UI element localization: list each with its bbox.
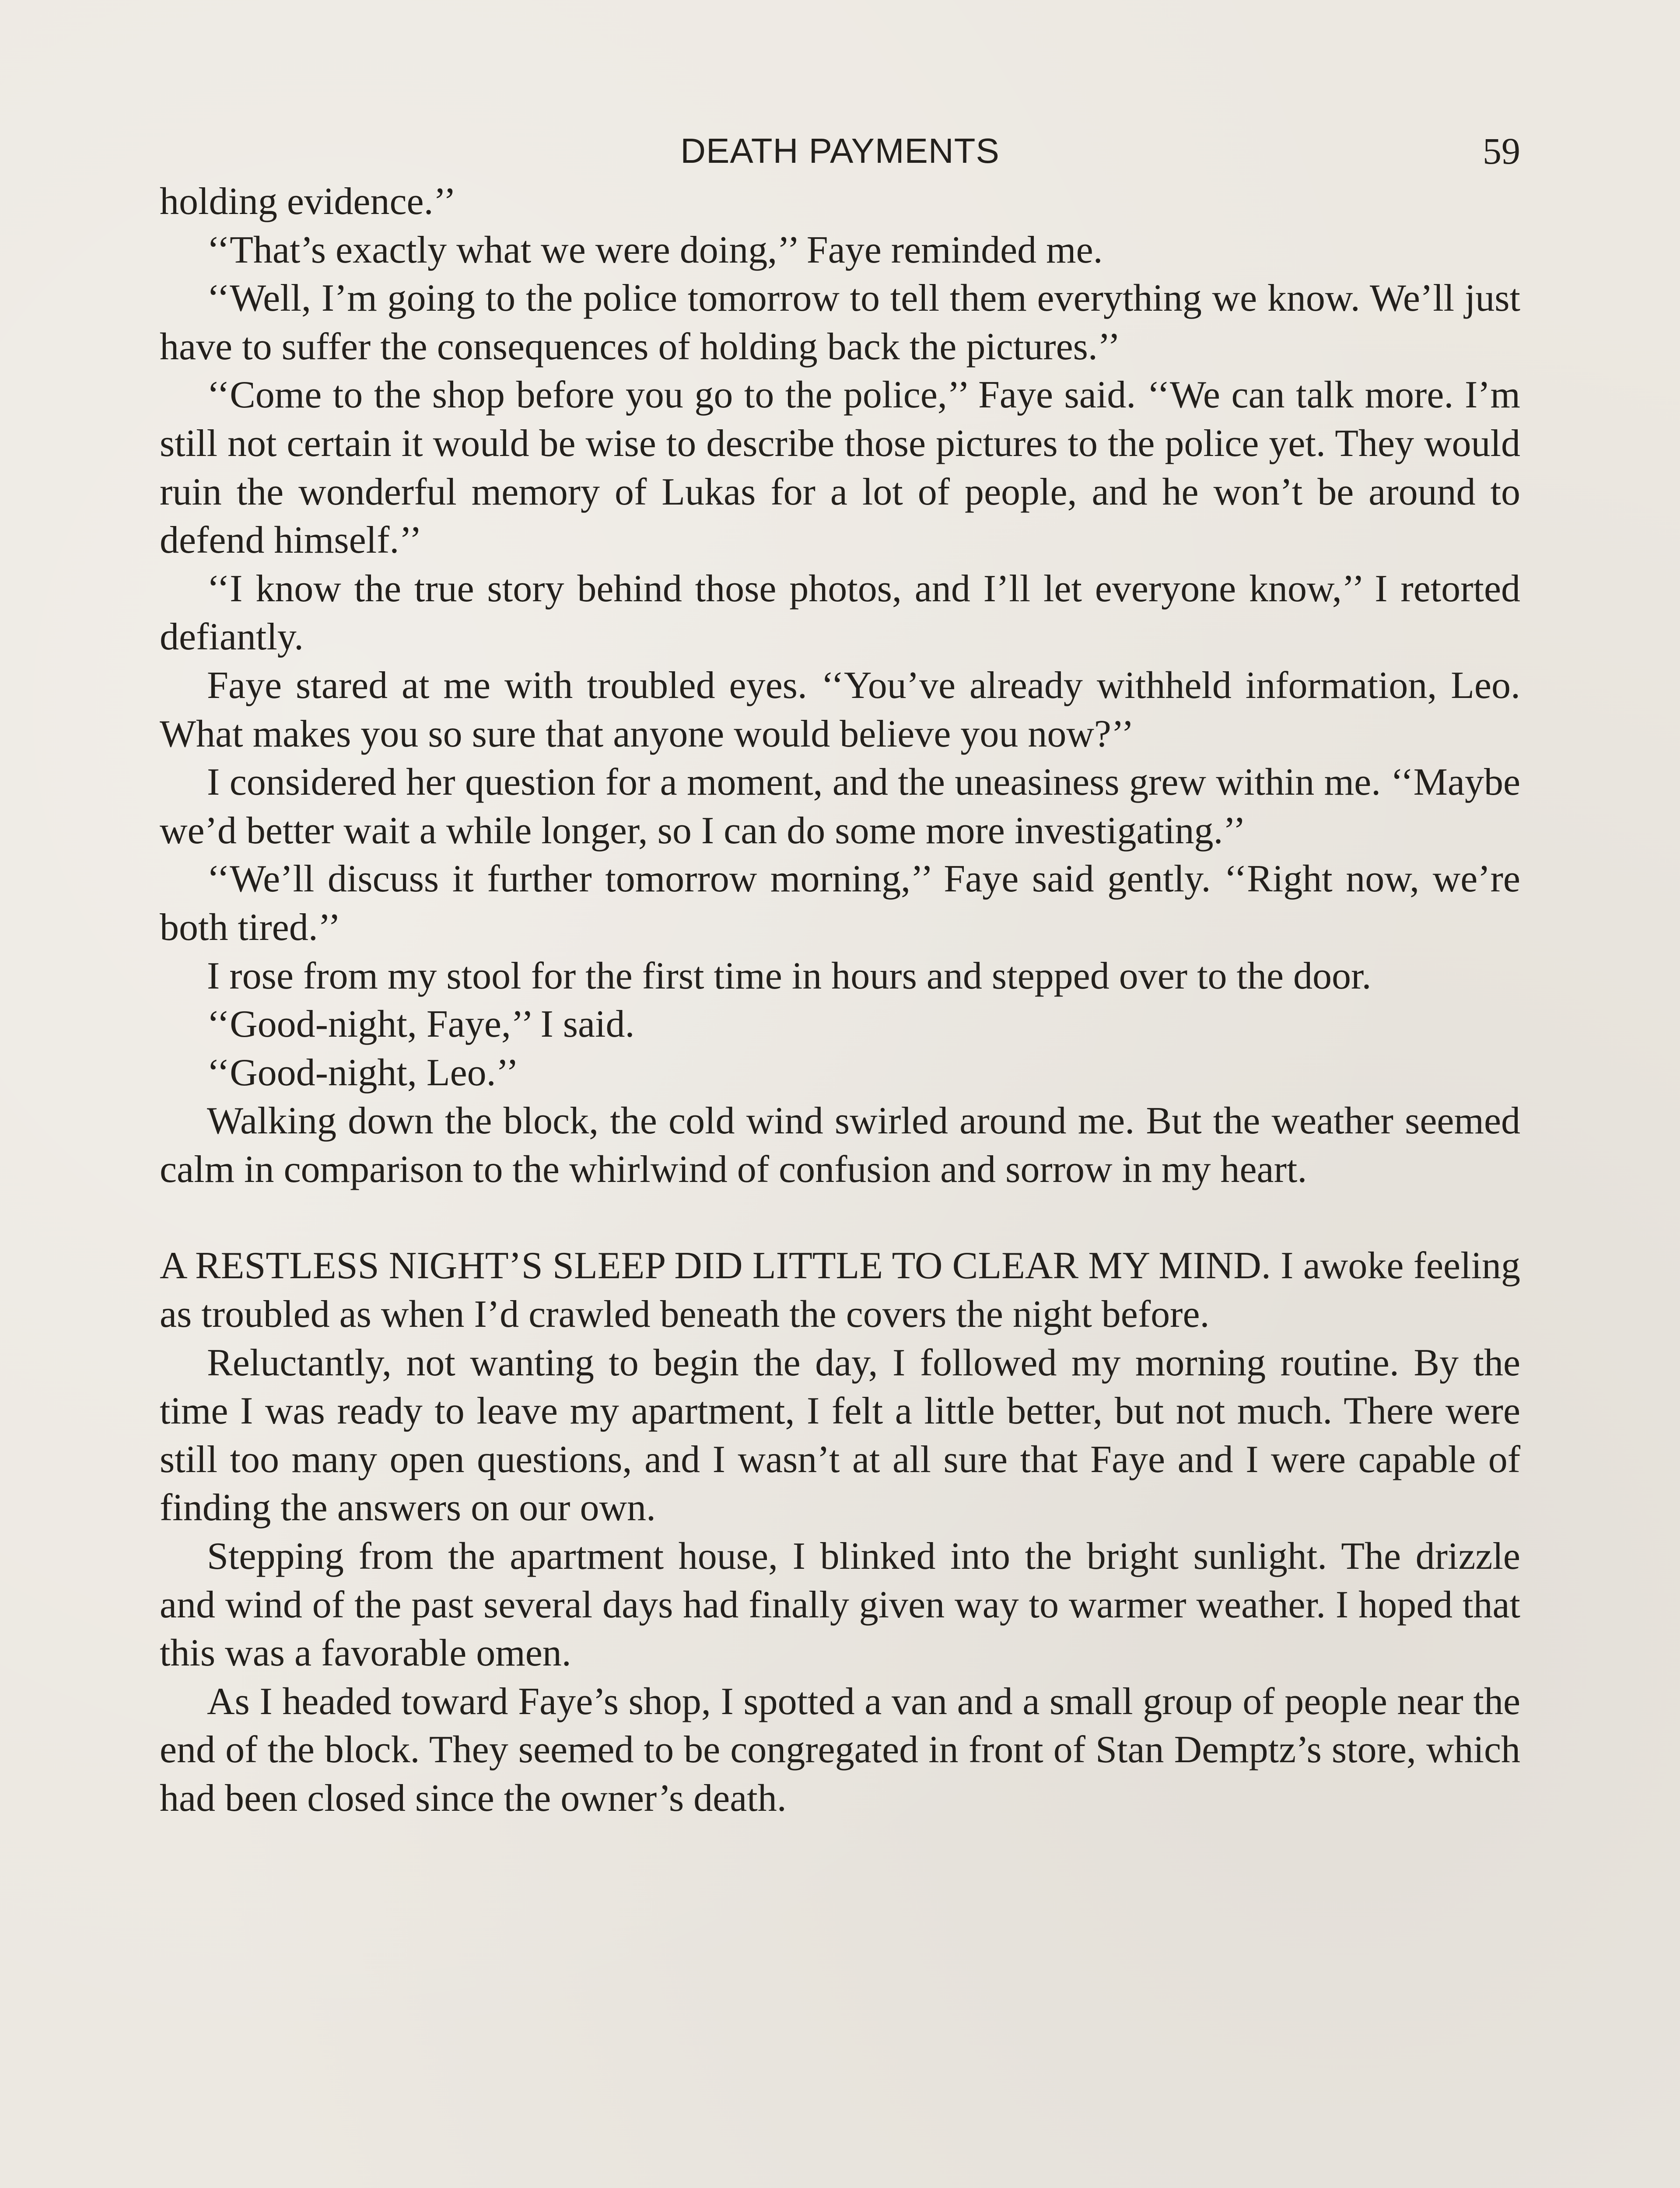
paragraph: Reluctantly, not wanting to begin the day, I followed my morning routine. By the time I was ready to leave my apartment, I felt a little better, but not much. There were still too many open questions, and I wasn’t at all sure that Faye and I were capable of finding the answers on our own.: [160, 1341, 1520, 1529]
paragraph: ‘‘Good-night, Faye,’’ I said.: [207, 1003, 635, 1046]
body-text: [160, 178, 1520, 1823]
paragraph: I considered her question for a moment, and the uneasiness grew within me. ‘‘Maybe we’d better wait a while longer, so I can do some more investigating.’’: [160, 761, 1520, 852]
paragraph: ‘‘Good-night, Leo.’’: [207, 1051, 519, 1094]
paragraph: Walking down the block, the cold wind swirled around me. But the weather seemed calm in comparison to the whirlwind of confusion and sorrow in my heart.: [160, 1100, 1520, 1191]
page-number: 59: [1483, 130, 1520, 172]
paragraph: ‘‘We’ll discuss it further tomorrow morning,’’ Faye said gently. ‘‘Right now, we’re both tired.’’: [160, 858, 1520, 949]
running-title: DEATH PAYMENTS: [680, 131, 1000, 170]
paragraph: As I headed toward Faye’s shop, I spotted a van and a small group of people near the end of the block. They seemed to be congregated in front of Stan Demptz’s store, which had been closed since the owner’s death.: [160, 1680, 1520, 1820]
section-opening-paragraph: A RESTLESS NIGHT’S SLEEP DID LITTLE TO CLEAR MY MIND. I awoke feeling as troubled as when I’d crawled beneath the covers the night before.: [160, 1245, 1520, 1336]
paragraph: ‘‘I know the true story behind those photos, and I’ll let everyone know,’’ I retorted defiantly.: [160, 567, 1520, 659]
paragraph: ‘‘Come to the shop before you go to the police,’’ Faye said. ‘‘We can talk more. I’m still not certain it would be wise to describe those pictures to the police yet. They would ruin the wonderful memory of Lukas for a lot of people, and he won’t be around to defend himself.’’: [160, 374, 1520, 562]
paragraph: Faye stared at me with troubled eyes. ‘‘You’ve already withheld information, Leo. What makes you so sure that anyone would believe you now?’’: [160, 664, 1520, 755]
paragraph: holding evidence.’’: [160, 180, 456, 223]
book-page: [160, 127, 1520, 1823]
paragraph: ‘‘That’s exactly what we were doing,’’ Faye reminded me.: [207, 228, 1103, 271]
paragraph: Stepping from the apartment house, I blinked into the bright sunlight. The drizzle and wind of the past several days had finally given way to warmer weather. I hoped that this was a favorable omen.: [160, 1535, 1520, 1675]
paragraph: ‘‘Well, I’m going to the police tomorrow to tell them everything we know. We’ll just have to suffer the consequences of holding back the pictures.’’: [160, 277, 1520, 368]
paragraph: I rose from my stool for the first time in hours and stepped over to the door.: [207, 954, 1372, 997]
running-header: [160, 127, 1520, 175]
